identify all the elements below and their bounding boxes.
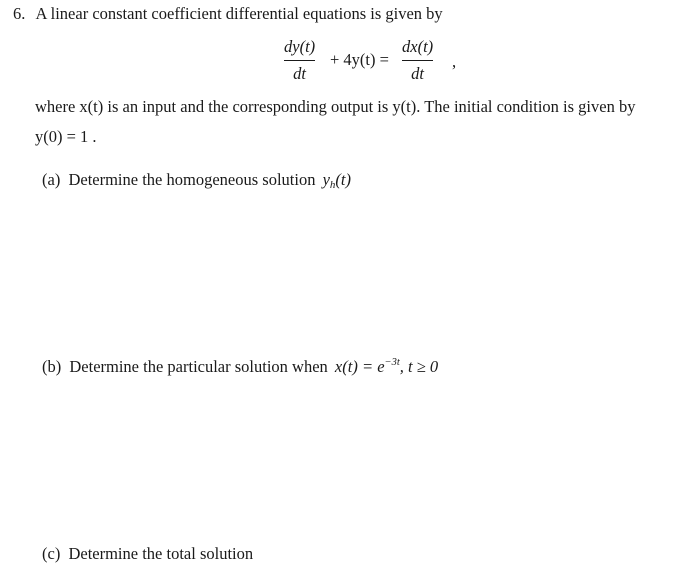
lhs-fraction <box>284 39 315 82</box>
part-a-math-symbol: y <box>322 170 330 189</box>
initial-condition: y(0) = 1 . <box>35 127 97 146</box>
where-line: where x(t) is an input and the corresponding output is y(t). The initial condition is given by <box>35 97 636 116</box>
problem-header <box>13 6 443 23</box>
part-a-math-subscript: h <box>329 179 336 191</box>
lhs-fraction-bar <box>284 60 315 61</box>
rhs-fraction <box>402 39 433 82</box>
part-b-math-expression: x(t) = e <box>334 357 385 376</box>
part-c-label: (c) <box>42 544 61 563</box>
part-a-math-tail: (t) <box>335 170 351 189</box>
part-b-math-exponent: −3t <box>384 357 400 368</box>
lhs-numerator: dy(t) <box>284 37 316 56</box>
rhs-denominator: dt <box>411 63 424 83</box>
part-c-text: Determine the total solution <box>68 544 254 563</box>
part-a <box>42 172 351 189</box>
equation-trailing-comma: , <box>452 52 457 71</box>
part-a-text: Determine the homogeneous solution <box>68 170 316 189</box>
part-b-label: (b) <box>42 357 62 376</box>
part-b <box>42 359 438 376</box>
part-a-math <box>323 170 351 189</box>
part-b-math <box>335 357 438 376</box>
problem-number: 6. <box>13 4 26 23</box>
rhs-numerator: dx(t) <box>402 37 434 56</box>
part-b-math-tail: , t ≥ 0 <box>399 357 439 376</box>
part-a-label: (a) <box>42 170 61 189</box>
part-b-text: Determine the particular solution when <box>69 357 328 376</box>
rhs-fraction-bar <box>402 60 433 61</box>
problem-intro: A linear constant coefficient differential equations is given by <box>35 4 443 23</box>
lhs-denominator: dt <box>293 63 306 83</box>
part-c <box>42 546 253 563</box>
equation-middle: + 4y(t) = <box>330 50 389 69</box>
